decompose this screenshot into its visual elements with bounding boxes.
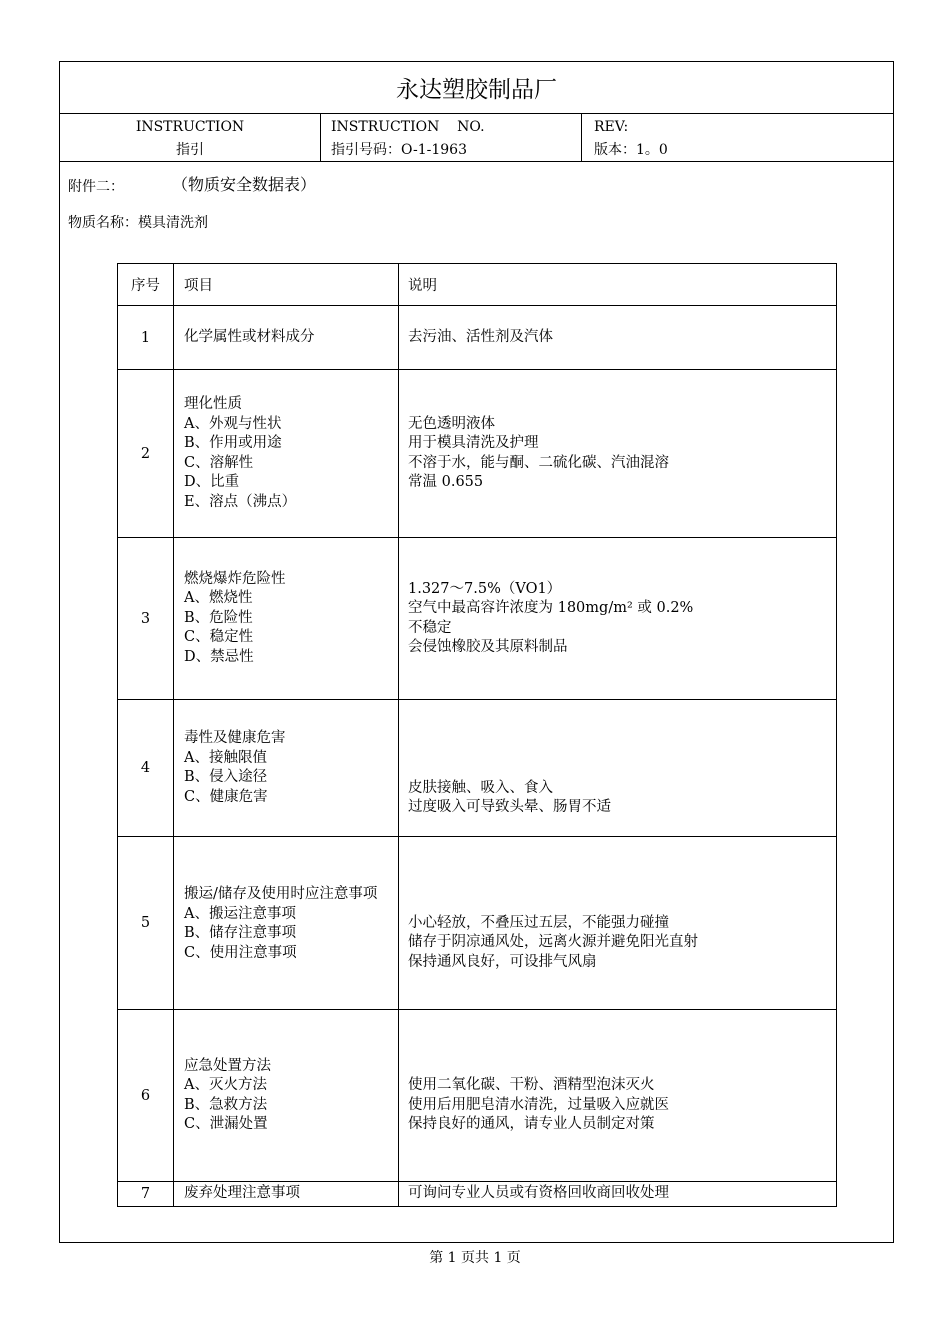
- row-desc: [399, 1010, 837, 1182]
- item-line: B、作用或用途: [184, 435, 282, 451]
- instruction-no-cell: [321, 114, 582, 161]
- table-row: [118, 1182, 837, 1207]
- desc-line: 常温 0.655: [408, 474, 484, 490]
- row-no: 2: [118, 370, 174, 538]
- header-no: 序号: [118, 264, 174, 306]
- item-line: C、泄漏处置: [184, 1116, 268, 1132]
- row-no: 1: [118, 306, 174, 370]
- table-row: [118, 370, 837, 538]
- desc-line: 不稳定: [408, 619, 452, 636]
- desc-line: 过度吸入可导致头晕、肠胃不适: [408, 799, 611, 815]
- table-row: [118, 700, 837, 837]
- item-line: D、禁忌性: [184, 648, 254, 665]
- row-no: 7: [118, 1182, 174, 1207]
- item-line: B、侵入途径: [184, 769, 268, 785]
- instruction-no-en: INSTRUCTION NO.: [331, 119, 485, 135]
- row-item: [174, 370, 399, 538]
- item-line: C、溶解性: [184, 454, 254, 471]
- item-line: 应急处置方法: [184, 1057, 271, 1074]
- annex-label: 附件二：: [68, 179, 124, 195]
- instruction-cell: [60, 114, 321, 161]
- rev-en: REV:: [594, 119, 629, 135]
- item-line: C、健康危害: [184, 788, 268, 805]
- item-line: C、使用注意事项: [184, 944, 297, 961]
- row-no: 3: [118, 538, 174, 700]
- substance-name: 物质名称：模具清洗剂: [68, 215, 208, 231]
- safety-data-table: [117, 263, 837, 1207]
- item-line: 燃烧爆炸危险性: [184, 570, 286, 587]
- row-item: [174, 1010, 399, 1182]
- item-line: 废弃处理注意事项: [184, 1185, 300, 1202]
- item-line: A、燃烧性: [184, 590, 253, 607]
- item-line: D、比重: [184, 474, 240, 490]
- instruction-cn: 指引: [176, 142, 204, 158]
- desc-line: 可询问专业人员或有资格回收商回收处理: [408, 1185, 669, 1202]
- table-row: [118, 306, 837, 370]
- desc-line: 1.327～7.5%（VO1）: [408, 580, 562, 597]
- row-desc: [399, 1182, 837, 1207]
- row-desc: [399, 370, 837, 538]
- instruction-info-row: [60, 114, 893, 162]
- desc-line: 使用二氧化碳、干粉、酒精型泡沫灭火: [408, 1077, 655, 1094]
- row-desc: [399, 700, 837, 837]
- row-desc: [399, 538, 837, 700]
- item-line: 化学属性或材料成分: [184, 328, 315, 345]
- desc-line: 不溶于水，能与酮、二硫化碳、汽油混溶: [408, 454, 669, 471]
- row-item: [174, 538, 399, 700]
- row-desc: [399, 837, 837, 1010]
- desc-line: 保持良好的通风，请专业人员制定对策: [408, 1116, 655, 1133]
- item-line: A、外观与性状: [184, 415, 282, 432]
- item-line: 搬运/储存及使用时应注意事项: [184, 885, 378, 902]
- item-line: 毒性及健康危害: [184, 730, 286, 746]
- desc-line: 小心轻放，不叠压过五层，不能强力碰撞: [408, 914, 669, 931]
- instruction-no-cn: 指引号码：O-1-1963: [331, 142, 467, 158]
- page-footer: 第 1 页共 1 页: [429, 1250, 521, 1266]
- desc-line: 皮肤接触、吸入、食入: [408, 779, 553, 796]
- row-item: [174, 700, 399, 837]
- item-line: C、稳定性: [184, 629, 254, 646]
- revision-cell: [582, 114, 893, 161]
- row-item: [174, 306, 399, 370]
- desc-line: 无色透明液体: [408, 415, 495, 432]
- desc-line: 去污油、活性剂及汽体: [408, 328, 553, 345]
- item-line: A、灭火方法: [184, 1077, 267, 1093]
- desc-line: 保持通风良好，可设排气风扇: [408, 953, 597, 970]
- rev-cn: 版本：1。0: [594, 142, 668, 158]
- row-item: [174, 837, 399, 1010]
- row-no: 4: [118, 700, 174, 837]
- table-row: [118, 837, 837, 1010]
- desc-line: 空气中最高容许浓度为 180mg/m² 或 0.2%: [408, 600, 694, 616]
- table-header-row: [118, 264, 837, 306]
- row-no: 6: [118, 1010, 174, 1182]
- row-desc: [399, 306, 837, 370]
- header-desc: 说明: [399, 264, 837, 306]
- desc-line: 使用后用肥皂清水清洗，过量吸入应就医: [408, 1096, 669, 1113]
- item-line: E、溶点（沸点）: [184, 493, 297, 510]
- item-line: 理化性质: [184, 396, 242, 412]
- item-line: A、搬运注意事项: [184, 905, 296, 922]
- annex-title: （物质安全数据表）: [172, 175, 317, 194]
- desc-line: 储存于阴凉通风处，远离火源并避免阳光直射: [408, 934, 698, 951]
- item-line: B、危险性: [184, 609, 253, 626]
- instruction-en: INSTRUCTION: [135, 119, 245, 135]
- desc-line: 会侵蚀橡胶及其原料制品: [408, 639, 568, 655]
- company-title: 永达塑胶制品厂: [60, 62, 893, 114]
- item-line: B、储存注意事项: [184, 925, 297, 942]
- table-row: [118, 1010, 837, 1182]
- item-line: B、急救方法: [184, 1096, 268, 1113]
- row-item: [174, 1182, 399, 1207]
- header-item: 项目: [174, 264, 399, 306]
- table-row: [118, 538, 837, 700]
- row-no: 5: [118, 837, 174, 1010]
- item-line: A、接触限值: [184, 749, 267, 766]
- desc-line: 用于模具清洗及护理: [408, 435, 539, 451]
